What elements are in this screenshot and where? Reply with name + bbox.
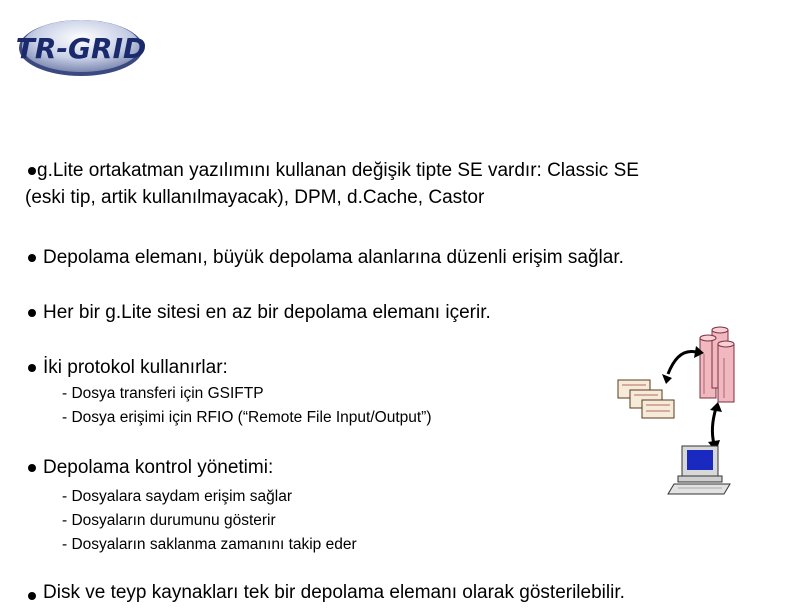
computer-icon	[668, 446, 730, 494]
double-arrow-icon	[662, 346, 704, 384]
bullet-storage-control: Depolama kontrol yönetimi:	[43, 457, 274, 478]
bullet-dot	[28, 254, 36, 262]
bullet-storage-access: Depolama elemanı, büyük depolama alanlarına düzenli erişim sağlar.	[43, 247, 624, 268]
tape-stack-icon	[618, 380, 674, 418]
storage-tower-icon	[700, 327, 734, 402]
storage-illustration	[612, 318, 792, 498]
vertical-arrow-icon	[708, 402, 722, 452]
bullet-disk-tape: Disk ve teyp kaynakları tek bir depolama elemanı olarak gösterilebilir.	[43, 582, 625, 603]
sub-item-transparent-access: - Dosyalara saydam erişim sağlar	[62, 488, 292, 505]
tr-grid-logo	[16, 14, 146, 78]
bullet-dot	[28, 309, 36, 317]
sub-item-file-status: - Dosyaların durumunu gösterir	[62, 512, 276, 529]
bullet-dot	[28, 464, 36, 472]
bullet-dot	[28, 592, 36, 600]
sub-item-retention: - Dosyaların saklanma zamanını takip eder	[62, 536, 357, 553]
bullet-dot	[28, 167, 36, 175]
logo-text: TR-GRID	[16, 32, 146, 65]
bullet-dot	[28, 364, 36, 372]
sub-item-gsiftp: - Dosya transferi için GSIFTP	[62, 385, 264, 402]
bullet-protocols: İki protokol kullanırlar:	[43, 357, 228, 378]
bullet-se-types-line1: g.Lite ortakatman yazılımını kullanan değişik tipte SE vardır: Classic SE	[37, 160, 639, 181]
sub-item-rfio: - Dosya erişimi için RFIO (“Remote File Input/Output”)	[62, 409, 432, 426]
bullet-se-types-line2: (eski tip, artik kullanılmayacak), DPM, d.Cache, Castor	[25, 187, 485, 208]
bullet-site-storage: Her bir g.Lite sitesi en az bir depolama elemanı içerir.	[43, 302, 491, 323]
